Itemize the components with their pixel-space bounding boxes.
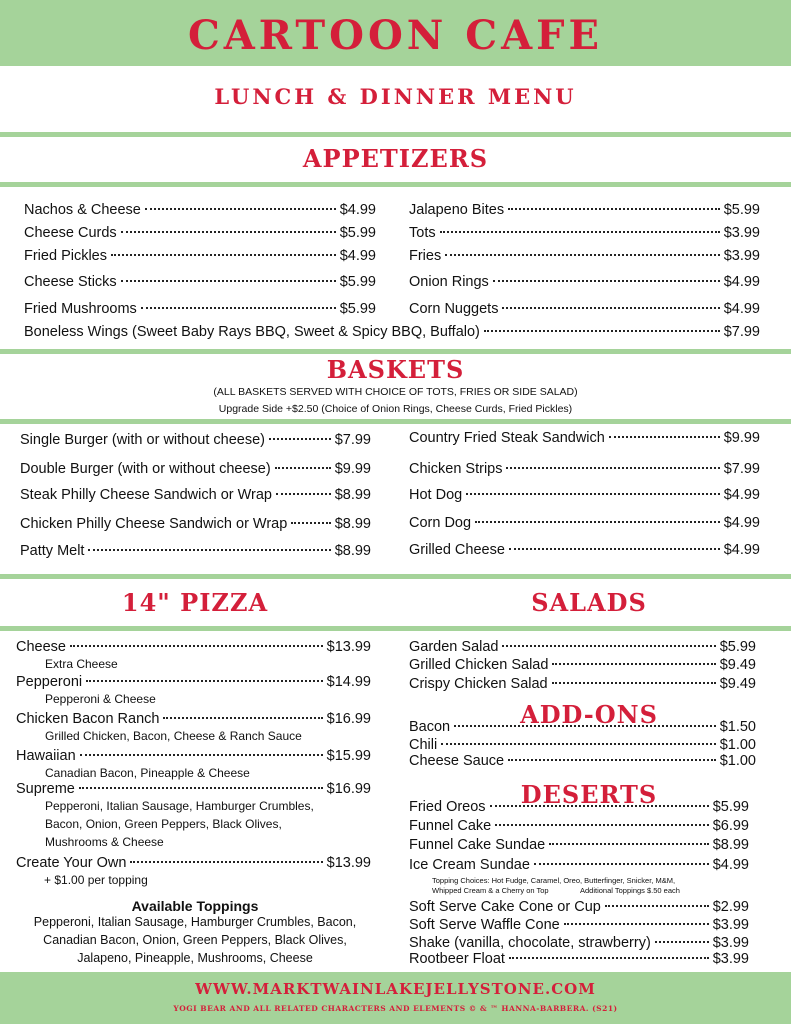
item-name: Boneless Wings (Sweet Baby Rays BBQ, Sweet & Spicy BBQ, Buffalo) [24,324,480,340]
item-price: $8.99 [334,487,371,503]
item-name: Corn Dog [409,515,472,531]
item-name: Chicken Strips [409,461,503,477]
item-name: Funnel Cake Sundae [409,837,546,853]
item-name: Cheese Sauce [409,753,505,769]
menu-item [409,515,760,531]
menu-item [409,430,760,446]
item-price: $16.99 [326,781,371,797]
item-price: $5.99 [719,639,756,655]
item-price: $1.00 [719,737,756,753]
item-description: Canadian Bacon, Pineapple & Cheese [45,766,250,780]
menu-item [409,274,760,290]
item-name: Single Burger (with or without cheese) [20,432,266,448]
menu-item [16,855,371,871]
menu-item [409,951,749,967]
dot-leader [552,682,716,684]
divider [0,419,791,424]
pizza-title: 14" PIZZA [121,588,269,617]
item-name: Patty Melt [20,543,85,559]
addons-title: ADD-ONS [520,700,658,729]
baskets-title: BASKETS [326,355,465,384]
dot-leader [502,645,715,647]
item-name: Onion Rings [409,274,489,290]
item-price: $3.99 [723,225,760,241]
item-name: Corn Nuggets [409,301,499,317]
item-description: Extra Cheese [45,657,118,671]
item-price: $3.99 [712,917,749,933]
item-price: $4.99 [339,202,376,218]
item-price: $5.99 [339,301,376,317]
dot-leader [655,941,709,943]
dot-leader [490,805,709,807]
baskets-upgrade-note: Upgrade Side +$2.50 (Choice of Onion Rings, Cheese Curds, Fried Pickles) [218,403,573,415]
item-name: Chicken Philly Cheese Sandwich or Wrap [20,516,288,532]
menu-item [20,543,371,559]
item-name: Grilled Chicken Salad [409,657,549,673]
item-name: Grilled Cheese [409,542,505,558]
menu-item [24,274,376,290]
dot-leader [441,743,716,745]
item-price: $8.99 [712,837,749,853]
dot-leader [275,467,331,469]
item-price: $7.99 [723,324,760,340]
dot-leader [509,548,720,550]
item-name: Fried Pickles [24,248,107,264]
item-price: $15.99 [326,748,371,764]
item-price: $4.99 [723,515,760,531]
item-price: $5.99 [723,202,760,218]
salads-title: SALADS [531,588,647,617]
item-price: $5.99 [339,225,376,241]
dot-leader [445,254,719,256]
dot-leader [605,905,709,907]
dot-leader [508,208,720,210]
menu-item [20,516,371,532]
toppings-list [15,913,375,967]
item-name: Bacon [409,719,451,735]
divider [0,182,791,187]
menu-item [409,899,749,915]
item-price: $8.99 [334,543,371,559]
item-name: Chili [409,737,438,753]
item-price: $13.99 [326,639,371,655]
menu-item [24,301,376,317]
item-name: Create Your Own [16,855,127,871]
topping-choices-note: Topping Choices: Hot Fudge, Caramel, Oreo, Butterfinger, Snicker, M&M, [432,876,676,885]
dot-leader [549,843,708,845]
menu-item [409,487,760,503]
item-name: Crispy Chicken Salad [409,676,548,692]
item-price: $3.99 [712,951,749,967]
divider [0,574,791,579]
dot-leader [484,330,720,332]
menu-item [24,248,376,264]
item-name: Fried Oreos [409,799,486,815]
menu-item [409,202,760,218]
website-link[interactable]: WWW.MARKTWAINLAKEJELLYSTONE.COM [195,980,596,998]
item-name: Cheese [16,639,66,655]
item-name: Fried Mushrooms [24,301,137,317]
dot-leader [440,231,720,233]
appetizers-title: APPETIZERS [302,144,489,173]
menu-item [409,857,749,873]
item-price: $4.99 [723,487,760,503]
menu-item [24,225,376,241]
toppings-title: Available Toppings [131,898,259,914]
dot-leader [493,280,720,282]
menu-item [409,248,760,264]
menu-item [16,781,371,797]
divider [0,626,791,631]
dot-leader [88,549,330,551]
toppings-line: Pepperoni, Italian Sausage, Hamburger Crumbles, Bacon, [33,915,357,929]
dot-leader [609,436,720,438]
menu-item [20,432,371,448]
toppings-line: Canadian Bacon, Onion, Green Peppers, Black Olives, [43,933,347,947]
menu-item [16,748,371,764]
item-name: Shake (vanilla, chocolate, strawberry) [409,935,651,951]
item-name: Cheese Curds [24,225,117,241]
menu-item [20,461,371,477]
menu-item [409,461,760,477]
menu-item [409,753,756,769]
menu-item [409,676,756,692]
menu-item [24,202,376,218]
item-price: $9.99 [334,461,371,477]
item-name: Hawaiian [16,748,76,764]
menu-item [409,542,760,558]
dot-leader [276,493,331,495]
item-price: $7.99 [723,461,760,477]
dot-leader [141,307,336,309]
menu-item [20,487,371,503]
deserts-title: DESERTS [520,780,658,809]
menu-item [409,818,749,834]
item-name: Supreme [16,781,75,797]
item-price: $4.99 [723,301,760,317]
dot-leader [564,923,709,925]
menu-item [16,674,371,690]
item-name: Chicken Bacon Ranch [16,711,160,727]
item-price: $16.99 [326,711,371,727]
dot-leader [502,307,719,309]
dot-leader [466,493,720,495]
item-description: Bacon, Onion, Green Peppers, Black Olives, [45,817,282,831]
divider [0,349,791,354]
dot-leader [508,759,716,761]
item-price: $5.99 [712,799,749,815]
item-name: Ice Cream Sundae [409,857,530,873]
item-price: $3.99 [712,935,749,951]
item-price: $4.99 [723,542,760,558]
item-description: Pepperoni, Italian Sausage, Hamburger Crumbles, [45,799,314,813]
item-price: $1.00 [719,753,756,769]
dot-leader [121,280,336,282]
item-price: $9.49 [719,676,756,692]
item-name: Pepperoni [16,674,83,690]
menu-item [409,225,760,241]
dot-leader [163,717,322,719]
menu-item [16,639,371,655]
menu-item [409,837,749,853]
item-price: $4.99 [723,274,760,290]
menu-item [24,324,760,340]
item-name: Cheese Sticks [24,274,117,290]
item-price: $13.99 [326,855,371,871]
dot-leader [509,957,709,959]
divider [0,132,791,137]
menu-item [409,657,756,673]
item-name: Fries [409,248,442,264]
topping-choices-note: Whipped Cream & a Cherry on Top [432,886,549,895]
item-description: + $1.00 per topping [44,873,148,887]
dot-leader [79,787,323,789]
dot-leader [495,824,708,826]
dot-leader [80,754,323,756]
legal-notice: YOGI BEAR AND ALL RELATED CHARACTERS AND ELEMENTS © & ™ HANNA-BARBERA. (S21) [173,1004,618,1013]
item-price: $5.99 [339,274,376,290]
baskets-note: (ALL BASKETS SERVED WITH CHOICE OF TOTS, FRIES OR SIDE SALAD) [213,386,578,398]
dot-leader [86,680,323,682]
item-price: $1.50 [719,719,756,735]
menu-item [409,917,749,933]
menu-item [409,799,749,815]
item-name: Funnel Cake [409,818,492,834]
dot-leader [70,645,323,647]
menu-item [409,639,756,655]
dot-leader [291,522,330,524]
dot-leader [454,725,716,727]
dot-leader [269,438,331,440]
additional-toppings-note: Additional Toppings $.50 each [580,886,680,895]
menu-subtitle: LUNCH & DINNER MENU [214,84,577,109]
item-name: Garden Salad [409,639,499,655]
dot-leader [475,521,720,523]
menu-item [409,935,749,951]
item-price: $14.99 [326,674,371,690]
menu-item [409,737,756,753]
dot-leader [552,663,715,665]
cafe-title: CARTOON CAFE [187,12,604,59]
menu-item [409,719,756,735]
item-name: Nachos & Cheese [24,202,141,218]
dot-leader [130,861,322,863]
item-price: $6.99 [712,818,749,834]
dot-leader [145,208,336,210]
item-description: Pepperoni & Cheese [45,692,156,706]
item-price: $4.99 [712,857,749,873]
item-name: Hot Dog [409,487,463,503]
item-name: Steak Philly Cheese Sandwich or Wrap [20,487,272,503]
item-price: $7.99 [334,432,371,448]
item-name: Soft Serve Cake Cone or Cup [409,899,601,915]
item-name: Tots [409,225,436,241]
dot-leader [506,467,719,469]
item-description: Mushrooms & Cheese [45,835,164,849]
item-price: $2.99 [712,899,749,915]
dot-leader [111,254,336,256]
item-name: Country Fried Steak Sandwich [409,430,605,446]
item-price: $9.99 [723,430,760,446]
item-name: Jalapeno Bites [409,202,505,218]
item-name: Soft Serve Waffle Cone [409,917,560,933]
item-price: $4.99 [339,248,376,264]
item-description: Grilled Chicken, Bacon, Cheese & Ranch Sauce [45,729,302,743]
dot-leader [534,863,709,865]
dot-leader [121,231,336,233]
item-name: Double Burger (with or without cheese) [20,461,271,477]
item-price: $3.99 [723,248,760,264]
menu-item [16,711,371,727]
item-price: $9.49 [719,657,756,673]
toppings-line: Jalapeno, Pineapple, Mushrooms, Cheese [77,951,313,965]
item-name: Rootbeer Float [409,951,505,967]
item-price: $8.99 [334,516,371,532]
menu-item [409,301,760,317]
